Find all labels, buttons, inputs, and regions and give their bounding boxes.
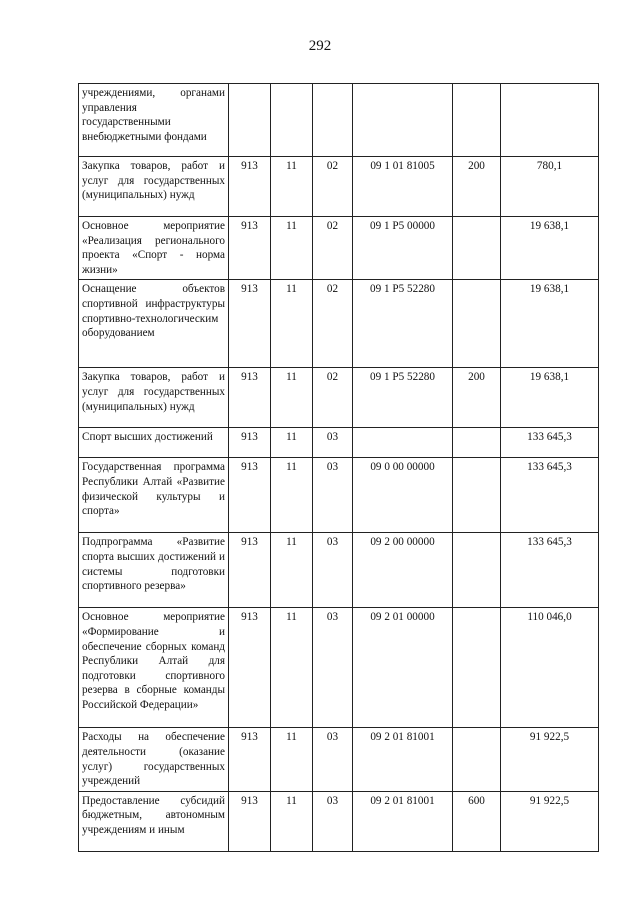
table-row	[79, 728, 599, 791]
expense-type	[453, 728, 501, 791]
subsection-code: 02	[313, 217, 353, 280]
target-code: 09 2 01 81001	[353, 728, 453, 791]
target-code	[353, 428, 453, 458]
item-name: Спорт высших достижений	[79, 428, 229, 458]
ministry-code: 913	[229, 368, 271, 428]
item-name: Оснащение объектов спортивной инфраструктуры спортивно-технологическим оборудованием	[79, 280, 229, 368]
section-code	[271, 84, 313, 157]
target-code: 09 2 00 00000	[353, 533, 453, 608]
amount: 110 046,0	[501, 608, 599, 728]
ministry-code: 913	[229, 533, 271, 608]
table-row	[79, 458, 599, 533]
subsection-code: 03	[313, 791, 353, 851]
subsection-code: 03	[313, 428, 353, 458]
ministry-code: 913	[229, 217, 271, 280]
expense-type	[453, 533, 501, 608]
expense-type: 200	[453, 368, 501, 428]
budget-table	[78, 83, 599, 852]
ministry-code: 913	[229, 728, 271, 791]
item-name: Основное мероприятие «Формирование и обеспечение сборных команд Республики Алтай для подготовки спортивного резерва в сборные команды Российской Федерации»	[79, 608, 229, 728]
table-row	[79, 608, 599, 728]
item-name: Государственная программа Республики Алтай «Развитие физической культуры и спорта»	[79, 458, 229, 533]
subsection-code: 02	[313, 157, 353, 217]
amount: 19 638,1	[501, 217, 599, 280]
ministry-code: 913	[229, 157, 271, 217]
subsection-code: 02	[313, 368, 353, 428]
section-code: 11	[271, 368, 313, 428]
expense-type	[453, 280, 501, 368]
expense-type: 200	[453, 157, 501, 217]
item-name: Основное мероприятие «Реализация регионального проекта «Спорт - норма жизни»	[79, 217, 229, 280]
target-code: 09 1 P5 52280	[353, 368, 453, 428]
amount: 133 645,3	[501, 533, 599, 608]
section-code: 11	[271, 608, 313, 728]
amount: 19 638,1	[501, 280, 599, 368]
amount: 133 645,3	[501, 428, 599, 458]
table-row	[79, 157, 599, 217]
item-name: Расходы на обеспечение деятельности (оказание услуг) государственных учреждений	[79, 728, 229, 791]
section-code: 11	[271, 458, 313, 533]
expense-type: 600	[453, 791, 501, 851]
table-row	[79, 533, 599, 608]
ministry-code: 913	[229, 458, 271, 533]
item-name: Закупка товаров, работ и услуг для государственных (муниципальных) нужд	[79, 157, 229, 217]
page-number: 292	[308, 38, 332, 54]
subsection-code: 03	[313, 533, 353, 608]
target-code: 09 2 01 81001	[353, 791, 453, 851]
target-code: 09 1 P5 52280	[353, 280, 453, 368]
expense-type	[453, 608, 501, 728]
section-code: 11	[271, 533, 313, 608]
section-code: 11	[271, 280, 313, 368]
table-row	[79, 791, 599, 851]
subsection-code: 03	[313, 608, 353, 728]
table-row	[79, 217, 599, 280]
expense-type	[453, 458, 501, 533]
ministry-code: 913	[229, 280, 271, 368]
expense-type	[453, 428, 501, 458]
target-code	[353, 84, 453, 157]
table-row	[79, 428, 599, 458]
subsection-code: 02	[313, 280, 353, 368]
target-code: 09 2 01 00000	[353, 608, 453, 728]
subsection-code: 03	[313, 458, 353, 533]
budget-table-body	[79, 84, 599, 852]
table-row	[79, 368, 599, 428]
amount: 91 922,5	[501, 791, 599, 851]
subsection-code	[313, 84, 353, 157]
section-code: 11	[271, 728, 313, 791]
amount: 91 922,5	[501, 728, 599, 791]
subsection-code: 03	[313, 728, 353, 791]
amount: 133 645,3	[501, 458, 599, 533]
table-row	[79, 84, 599, 157]
section-code: 11	[271, 157, 313, 217]
target-code: 09 1 P5 00000	[353, 217, 453, 280]
amount: 19 638,1	[501, 368, 599, 428]
expense-type	[453, 217, 501, 280]
amount	[501, 84, 599, 157]
expense-type	[453, 84, 501, 157]
target-code: 09 0 00 00000	[353, 458, 453, 533]
amount: 780,1	[501, 157, 599, 217]
item-name: Закупка товаров, работ и услуг для государственных (муниципальных) нужд	[79, 368, 229, 428]
ministry-code: 913	[229, 428, 271, 458]
ministry-code	[229, 84, 271, 157]
table-row	[79, 280, 599, 368]
ministry-code: 913	[229, 791, 271, 851]
ministry-code: 913	[229, 608, 271, 728]
item-name: Подпрограмма «Развитие спорта высших достижений и системы подготовки спортивного резерва»	[79, 533, 229, 608]
section-code: 11	[271, 428, 313, 458]
target-code: 09 1 01 81005	[353, 157, 453, 217]
item-name: учреждениями, органами управления государственными внебюджетными фондами	[79, 84, 229, 157]
item-name: Предоставление субсидий бюджетным, автономным учреждениям и иным	[79, 791, 229, 851]
section-code: 11	[271, 217, 313, 280]
section-code: 11	[271, 791, 313, 851]
